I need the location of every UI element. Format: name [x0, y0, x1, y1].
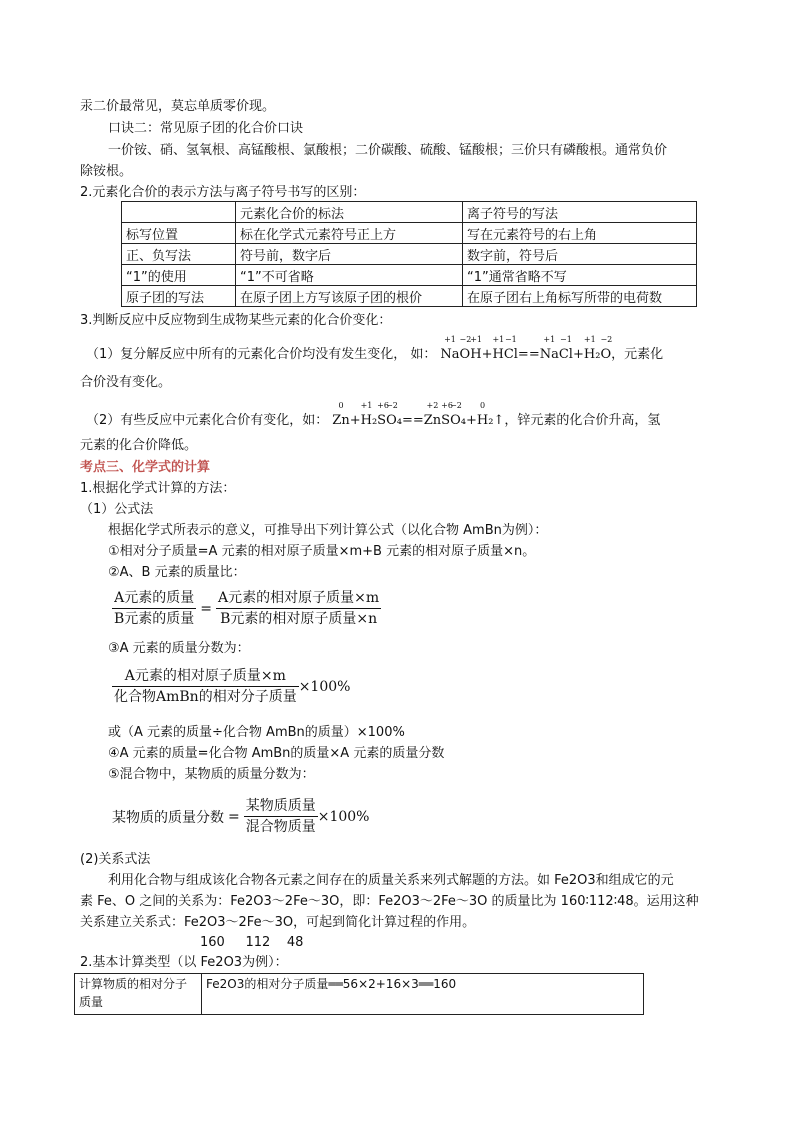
equals-sign: = — [200, 600, 213, 617]
formula-mass-ratio — [112, 588, 381, 629]
equation-token: == — [517, 347, 540, 362]
equation-token: == — [401, 413, 424, 428]
denominator: B元素的相对原子质量×n — [220, 611, 378, 627]
text-segment: （1）复分解反应中所有的元素化合价均没有发生变化， 如： — [86, 347, 437, 362]
table-row — [75, 974, 644, 1015]
text-line: 或（A 元素的质量÷化合物 AmBn的质量）×100% — [108, 725, 405, 740]
denominator: 化合物AmBn的相对分子质量 — [114, 689, 297, 705]
calc-table — [74, 973, 644, 1015]
text-line: 关系建立关系式：Fe2O3～2Fe～3O，可起到简化计算过程的作用。 — [80, 915, 476, 930]
text-line: ④A 元素的质量=化合物 AmBn的质量×A 元素的质量分数 — [108, 746, 445, 761]
table-cell: 在原子团上方写该原子团的根价 — [236, 286, 463, 307]
comparison-table — [121, 201, 697, 307]
numerator: A元素的质量 — [112, 588, 196, 609]
formula-lhs: 某物质的质量分数 — [112, 809, 224, 826]
valence-label: −1 — [560, 335, 572, 344]
text-segment: ，锌元素的化合价升高，氢 — [504, 413, 661, 428]
valence-label: +1 — [583, 335, 596, 344]
valence-label: 0 — [479, 401, 486, 410]
table-cell: 计算物质的相对分子质量 — [75, 974, 202, 1015]
table-cell — [122, 202, 236, 223]
text-segment: ，元素化 — [611, 347, 664, 362]
table-row — [122, 286, 697, 307]
text-line: 160 112 48 — [200, 935, 304, 950]
equation-token: + — [481, 347, 493, 362]
element-with-valence: Zn 0 — [332, 401, 350, 428]
reaction-line-1 — [86, 335, 664, 364]
element-with-valence: Na +1 — [539, 335, 559, 362]
element-with-valence: Na +1 — [440, 335, 460, 362]
valence-label: −1 — [504, 335, 517, 344]
table-cell: “1”通常省略不写 — [463, 265, 697, 286]
equation-token: ₄ — [396, 413, 402, 428]
text-line: 利用化合物与组成该化合物各元素之间存在的质量关系来列式解题的方法。如 Fe2O3和组成它的元 — [108, 873, 674, 888]
table-cell: Fe2O3的相对分子质量══56×2+16×3══160 — [202, 974, 644, 1015]
numerator: A元素的相对原子质量×m — [112, 666, 299, 687]
text-line: 3.判断反应中反应物到生成物某些元素的化合价变化： — [80, 313, 392, 328]
table-cell: 写在元素符号的右上角 — [463, 223, 697, 244]
text-line: ②A、B 元素的质量比： — [108, 565, 246, 580]
element-with-valence: Cl −1 — [503, 335, 518, 362]
text-line: 元素的化合价降低。 — [80, 438, 198, 453]
valence-label: −2 — [600, 335, 613, 344]
equation-token: ₄ — [460, 413, 466, 428]
numerator: 某物质质量 — [244, 796, 318, 817]
reaction-line-2 — [86, 401, 661, 430]
text-line: 汞二价最常见，莫忘单质零价现。 — [80, 99, 276, 114]
element-with-valence: S +6 — [377, 401, 389, 428]
text-line: （1）公式法 — [80, 502, 154, 517]
table-cell: 原子团的写法 — [122, 286, 236, 307]
text-segment: （2）有些反应中元素化合价有变化，如： — [86, 413, 329, 428]
denominator: B元素的质量 — [114, 611, 195, 627]
valence-label: +1 — [444, 335, 456, 344]
section-heading: 考点三、化学式的计算 — [80, 460, 211, 475]
fraction — [112, 666, 299, 707]
valence-label: −2 — [386, 401, 398, 410]
element-with-valence: O −2 — [459, 335, 472, 362]
table-cell: 符号前，数字后 — [236, 244, 463, 265]
table-row — [122, 265, 697, 286]
text-line: 合价没有变化。 — [80, 375, 172, 390]
numerator: A元素的相对原子质量×m — [216, 588, 381, 609]
fraction — [112, 588, 196, 629]
table-cell: “1”的使用 — [122, 265, 236, 286]
valence-label: +1 — [360, 401, 373, 410]
equation-token: + — [349, 413, 361, 428]
equals-sign: = — [228, 808, 240, 825]
valence-label: +1 — [470, 335, 483, 344]
table-cell: “1”不可省略 — [236, 265, 463, 286]
element-with-valence: H 0 — [476, 401, 489, 428]
element-with-valence: H +1 — [492, 335, 505, 362]
text-line: 口诀二：常见原子团的化合价口诀 — [108, 121, 304, 136]
fraction — [244, 796, 318, 837]
valence-label: +1 — [492, 335, 505, 344]
element-with-valence: Zn +2 — [423, 401, 442, 428]
formula-tail: ×100% — [317, 808, 370, 825]
reaction-equation-2 — [332, 401, 505, 430]
text-line: ①相对分子质量=A 元素的相对原子质量×m+B 元素的相对原子质量×n。 — [108, 544, 536, 559]
element-with-valence: S +6 — [441, 401, 453, 428]
text-line: ③A 元素的质量分数为： — [108, 641, 250, 656]
equation-token: + — [572, 347, 584, 362]
text-line: 1.根据化学式计算的方法： — [80, 481, 236, 496]
text-line: 一价铵、硝、氢氧根、高锰酸根、氯酸根；二价碳酸、硫酸、锰酸根；三价只有磷酸根。通常负价 — [108, 143, 668, 158]
equation-token: ₂ — [595, 347, 601, 362]
equation-token: + — [465, 413, 477, 428]
valence-label: +2 — [426, 401, 439, 410]
valence-label: +1 — [543, 335, 556, 344]
fraction — [216, 588, 381, 629]
table-cell: 在原子团右上角标写所带的电荷数 — [463, 286, 697, 307]
table-cell: 数字前，符号后 — [463, 244, 697, 265]
formula-mixture-fraction — [112, 796, 370, 837]
element-with-valence: O −2 — [386, 401, 398, 428]
text-line: 除铵根。 — [80, 164, 133, 179]
text-line: 2.基本计算类型（以 Fe2O3为例）： — [80, 955, 288, 970]
table-row — [122, 244, 697, 265]
valence-label: +6 — [441, 401, 453, 410]
reaction-equation-1 — [440, 335, 613, 364]
text-line: (2)关系式法 — [80, 852, 151, 867]
text-line: 2.元素化合价的表示方法与离子符号书写的区别： — [80, 185, 366, 200]
table-row — [122, 223, 697, 244]
text-line: ⑤混合物中，某物质的质量分数为： — [108, 767, 315, 782]
valence-label: −2 — [450, 401, 462, 410]
text-line: 根据化学式所表示的意义，可推导出下列计算公式（以化合物 AmBn为例）： — [108, 523, 548, 538]
element-with-valence: H +1 — [470, 335, 483, 362]
valence-label: +6 — [377, 401, 389, 410]
element-with-valence: Cl −1 — [558, 335, 573, 362]
table-cell: 正、负写法 — [122, 244, 236, 265]
element-with-valence: H +1 — [360, 401, 373, 428]
table-header: 元素化合价的标法 — [236, 202, 463, 223]
table-cell: 标写位置 — [122, 223, 236, 244]
valence-label: 0 — [338, 401, 344, 410]
valence-label: −2 — [459, 335, 472, 344]
element-with-valence: H +1 — [583, 335, 596, 362]
element-with-valence: O −2 — [450, 401, 462, 428]
table-header: 离子符号的写法 — [463, 202, 697, 223]
formula-tail: ×100% — [298, 678, 351, 695]
equation-token: ₂↑ — [488, 413, 505, 428]
text-line: 素 Fe、O 之间的关系为：Fe2O3～2Fe～3O，即：Fe2O3～2Fe～3O 的质量比为 160∶112∶48。运用这种 — [80, 894, 699, 909]
denominator: 混合物质量 — [245, 819, 316, 835]
formula-mass-fraction — [112, 666, 350, 707]
element-with-valence: O −2 — [600, 335, 613, 362]
equation-token: ₂ — [371, 413, 378, 428]
table-cell: 标在化学式元素符号正上方 — [236, 223, 463, 244]
